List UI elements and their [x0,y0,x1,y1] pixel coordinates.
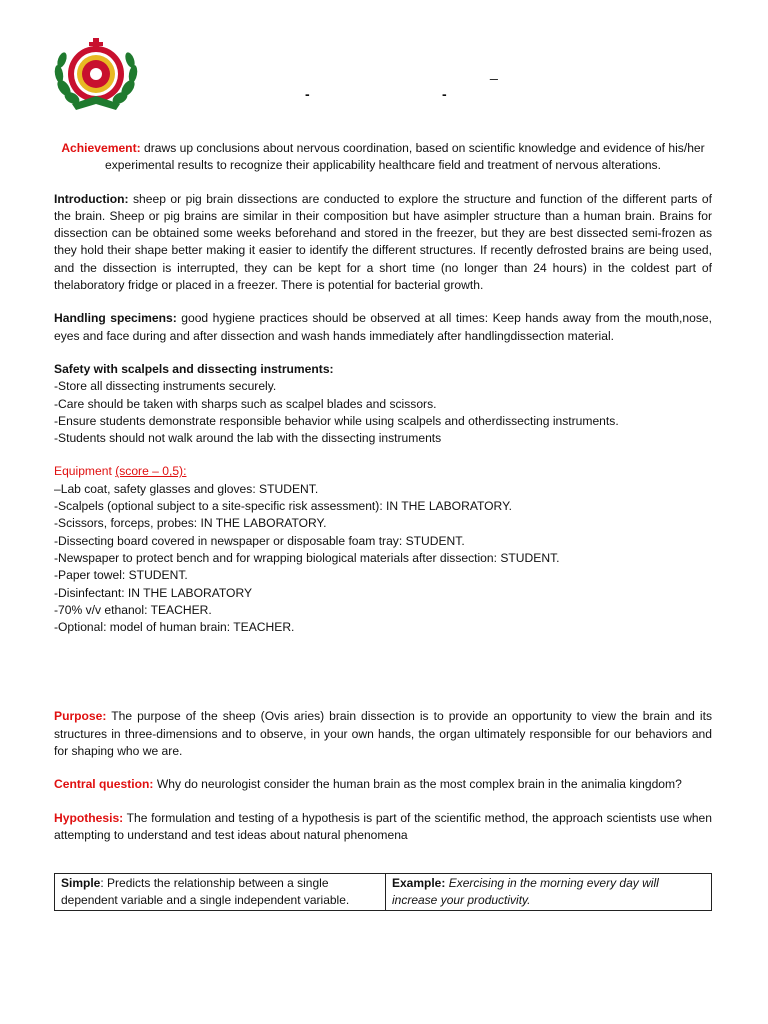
handling-section [54,310,712,345]
hypothesis-section [54,810,712,845]
safety-item: -Ensure students demonstrate responsible behavior while using scalpels and otherdissecting instruments. [54,413,619,428]
document-body [54,140,712,860]
simple-label: Simple [61,876,101,890]
introduction-section [54,191,712,295]
safety-item: -Students should not walk around the lab with the dissecting instruments [54,431,442,446]
hypothesis-text: The formulation and testing of a hypothesis is part of the scientific method, the approach scientists use when attempting to understand and test ideas about natural phenomena [54,810,712,842]
equipment-item: -Paper towel: STUDENT. [54,568,188,583]
achievement-label: Achievement: [61,141,141,155]
purpose-label: Purpose: [54,709,107,724]
header-underscore: _ [490,64,498,80]
header-dash-1: - [305,86,310,102]
equipment-section [54,463,712,636]
equipment-item: -Scissors, forceps, probes: IN THE LABORATORY. [54,516,327,531]
safety-item: -Store all dissecting instruments securely. [54,379,277,394]
school-crest-icon [50,34,142,114]
equipment-item: –Lab coat, safety glasses and gloves: STUDENT. [54,481,319,496]
simple-text: : Predicts the relationship between a single dependent variable and a single independent variable. [61,876,350,907]
equipment-item: -Scalpels (optional subject to a site-specific risk assessment): IN THE LABORATORY. [54,499,512,514]
introduction-label: Introduction: [54,191,129,206]
handling-label: Handling specimens: [54,311,177,326]
purpose-section [54,708,712,760]
equipment-item: -Dissecting board covered in newspaper or disposable foam tray: STUDENT. [54,533,465,548]
example-label: Example: [392,876,446,890]
central-question-section [54,776,712,793]
safety-item: -Care should be taken with sharps such as scalpel blades and scissors. [54,396,437,411]
central-question-text: Why do neurologist consider the human brain as the most complex brain in the animalia kingdom? [153,777,682,792]
equipment-item: -70% v/v ethanol: TEACHER. [54,602,212,617]
purpose-text: The purpose of the sheep (Ovis aries) brain dissection is to provide an opportunity to view the brain and its structures in three-dimensions and to observe, in your own hands, the organ ultimately responsible for our behaviors and for shaping who we are. [54,709,712,759]
hypothesis-label: Hypothesis: [54,810,124,825]
example-text: Exercising in the morning every day will increase your productivity. [392,876,659,907]
equipment-label: Equipment [54,464,112,479]
central-question-label: Central question: [54,777,154,792]
safety-section [54,361,712,447]
simple-cell [55,874,386,911]
table-row [55,874,712,911]
example-cell [386,874,712,911]
header-dash-2: - [442,86,447,102]
equipment-item: -Newspaper to protect bench and for wrapping biological materials after dissection: STUDENT. [54,550,560,565]
equipment-item: -Optional: model of human brain: TEACHER. [54,620,295,635]
equipment-item: -Disinfectant: IN THE LABORATORY [54,585,253,600]
equipment-score: (score – 0,5): [115,464,187,479]
safety-label: Safety with scalpels and dissecting instruments: [54,361,334,376]
blank-space [54,652,712,708]
achievement-text: draws up conclusions about nervous coordination, based on scientific knowledge and evidence of his/her experimental results to recognize their applicability healthcare field and treatment of nervous alterations. [105,141,705,173]
handling-text: good hygiene practices should be observed at all times: Keep hands away from the mouth,nose, eyes and face during and after dissection and wash hands immediately after handlingdissection material. [54,311,712,343]
introduction-text: sheep or pig brain dissections are conducted to explore the structure and function of the different parts of the brain. Sheep or pig brains are similar in their composition but have asimpler structure than a human brain. Brains for dissection can be obtained some weeks beforehand and stored in the freezer, but they are best dissected semi-frozen as they hold their shape better making it easier to identify the different structures. If recently defrosted brains are being used, and the dissection is interrupted, they can be kept for a short time (no longer than 24 hours) in the coldest part of thelaboratory fridge or placed in a freezer. There is potential for bacterial growth. [54,191,712,293]
achievement-section [54,140,712,175]
hypothesis-table [54,873,712,911]
